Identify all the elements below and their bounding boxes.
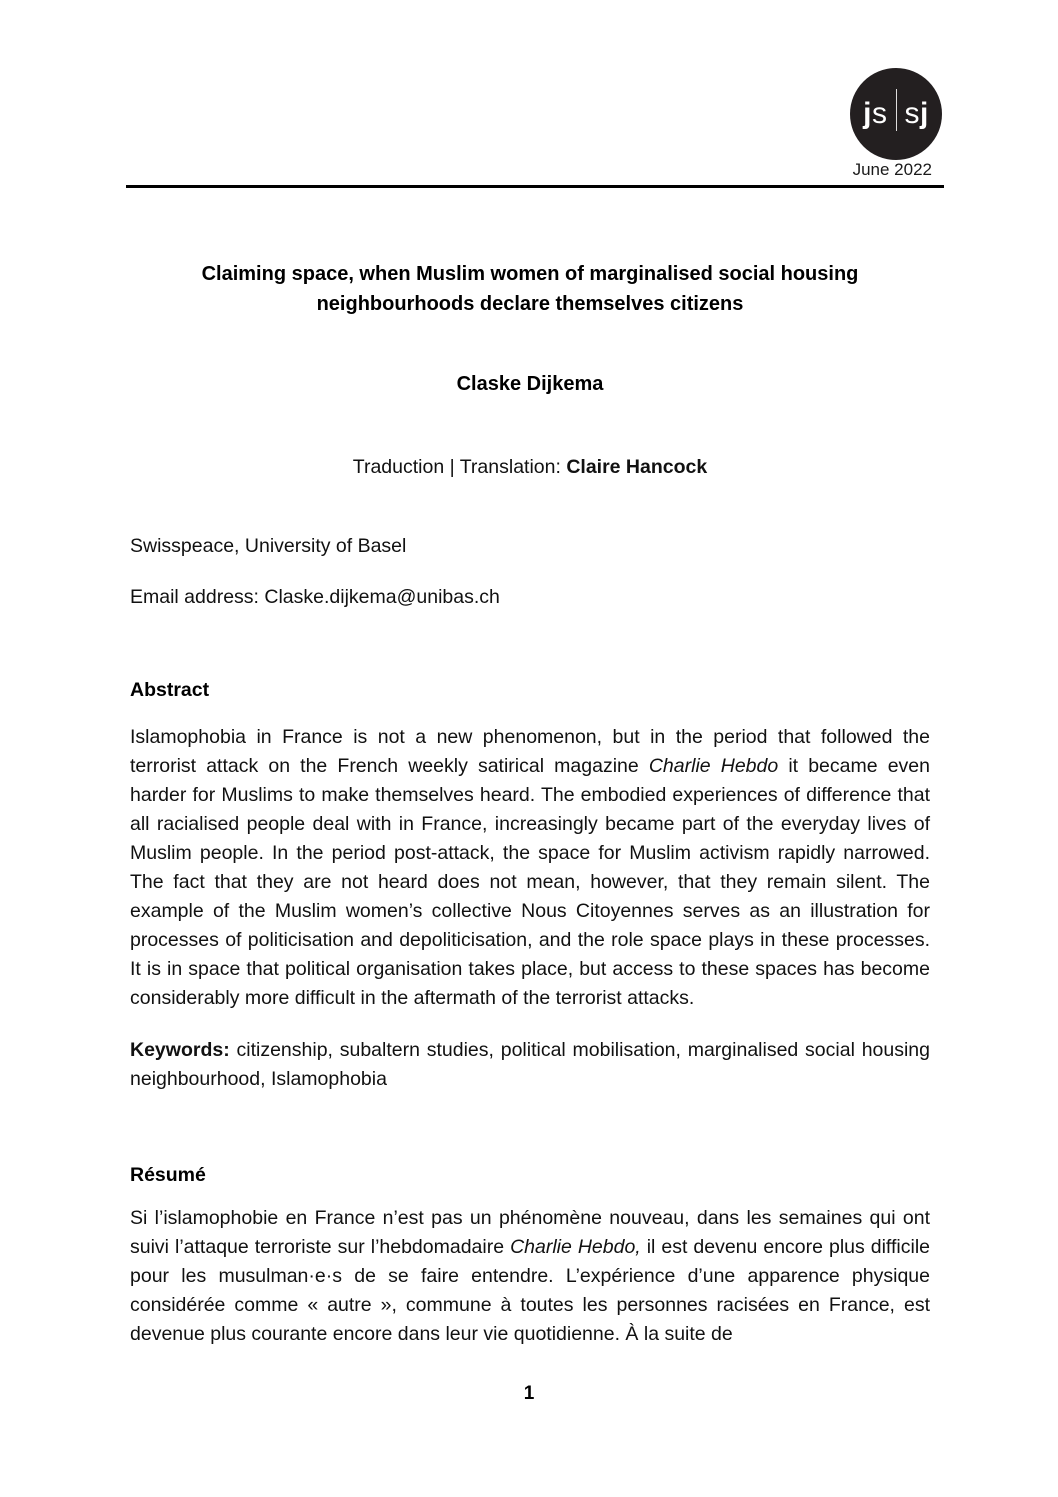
- affiliation: Swisspeace, University of Basel: [130, 535, 407, 557]
- resume-heading: Résumé: [130, 1164, 206, 1186]
- page-number: 1: [523, 1383, 535, 1404]
- paper-title-line1: Claiming space, when Muslim women of marginalised social housing: [201, 263, 859, 285]
- abstract-text-after: it became even harder for Muslims to make themselves heard. The embodied experiences of difference that all racialised people deal with in France, increasingly became part of the everyday lives of Muslim people. In the period post-attack, the space for Muslim activism rapidly narrowed. The fact that they are not heard does not mean, however, that they remain silent. The example of the Muslim women’s collective Nous Citoyennes serves as an illustration for processes of politicisation and depoliticisation, and the role space plays in these processes. It is in space that political organisation takes place, but access to these spaces has become considerably more difficult in the aftermath of the terrorist attacks.: [130, 755, 930, 1009]
- paper-title: [130, 259, 930, 319]
- translator-name: Claire Hancock: [566, 456, 708, 478]
- logo-letter-j-left: j: [863, 97, 872, 130]
- author-name: Claske Dijkema: [456, 373, 604, 395]
- logo-divider: [896, 89, 897, 131]
- email-address: Email address: Claske.dijkema@unibas.ch: [130, 586, 500, 608]
- resume-italic-charlie-hebdo: Charlie Hebdo,: [510, 1236, 641, 1258]
- resume-text-after: il est devenu encore plus difficile pour les musulman·e·s de se faire entendre. L’expérience d’une apparence physique considérée comme « autre », commune à toutes les personnes racisées en France, est devenue plus courante encore dans leur vie quotidienne. À la suite de: [130, 1236, 931, 1345]
- paper-title-line2: neighbourhoods declare themselves citizens: [316, 293, 744, 315]
- issue-date: June 2022: [852, 160, 932, 179]
- abstract-text-before: Islamophobia in France is not a new phenomenon, but in the period that followed the terrorist attack on the French weekly satirical magazine: [130, 726, 930, 777]
- logo-letter-j-right: j: [920, 97, 929, 130]
- logo-text: [863, 93, 929, 135]
- page-header: [0, 0, 1058, 188]
- jssj-journal-logo: [850, 68, 942, 160]
- keywords-line: [130, 1036, 930, 1094]
- keywords-text: citizenship, subaltern studies, political mobilisation, marginalised social housing neighbourhood, Islamophobia: [130, 1039, 930, 1090]
- abstract-body: [130, 723, 930, 1013]
- translation-credit: [130, 453, 930, 482]
- header-rule: [126, 185, 944, 188]
- abstract-italic-charlie-hebdo: Charlie Hebdo: [648, 755, 779, 777]
- resume-body: [130, 1204, 930, 1349]
- translation-prefix: Traduction | Translation:: [352, 456, 567, 478]
- logo-letter-s-left: s: [872, 97, 888, 130]
- keywords-label: Keywords:: [130, 1039, 230, 1061]
- abstract-heading: Abstract: [130, 679, 210, 701]
- logo-letter-s-right: s: [904, 97, 920, 130]
- resume-text-before: Si l’islamophobie en France n’est pas un phénomène nouveau, dans les semaines qui ont suivi l’attaque terroriste sur l’hebdomadaire: [130, 1207, 930, 1258]
- page-content: [0, 259, 1058, 1349]
